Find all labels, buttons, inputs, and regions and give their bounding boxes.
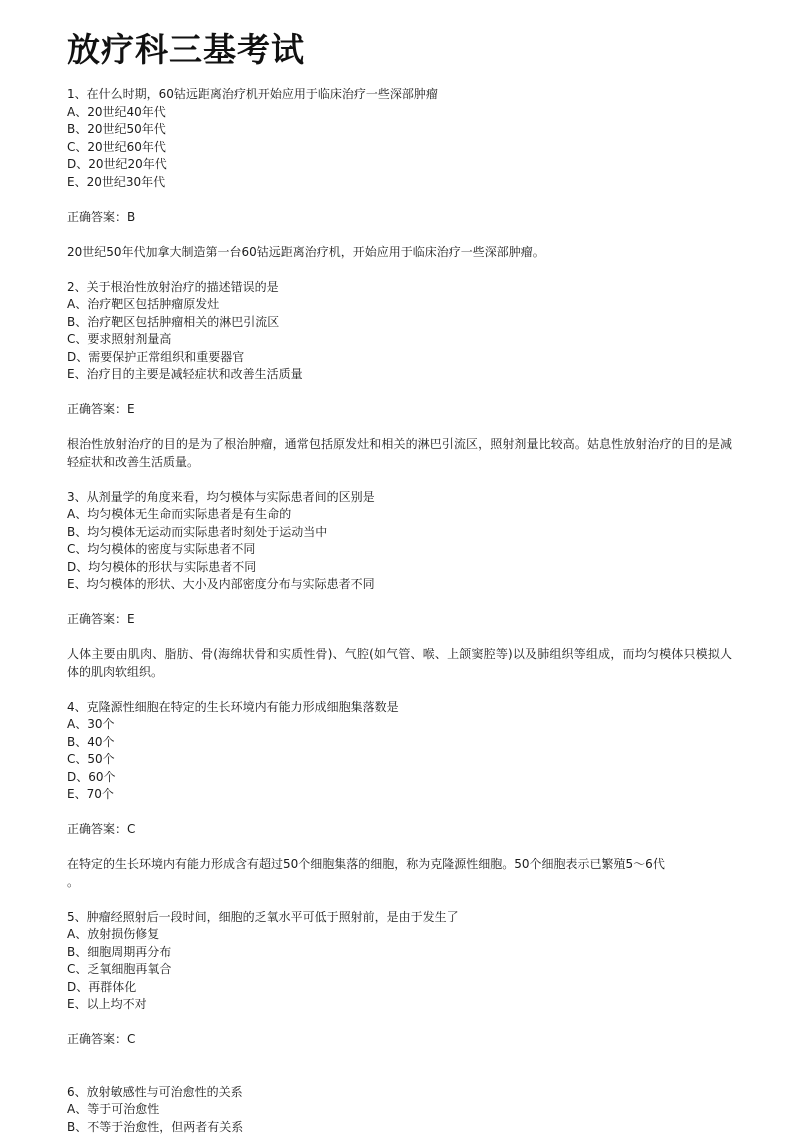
option-b: B、细胞周期再分布	[67, 944, 732, 962]
option-c: C、20世纪60年代	[67, 139, 732, 157]
page-title: 放疗科三基考试	[67, 28, 732, 72]
explanation-continued: 。	[67, 874, 732, 892]
correct-answer: 正确答案：E	[67, 401, 732, 419]
option-e: E、治疗目的主要是减轻症状和改善生活质量	[67, 366, 732, 384]
option-b: B、20世纪50年代	[67, 121, 732, 139]
option-d: D、均匀模体的形状与实际患者不同	[67, 559, 732, 577]
question-stem: 3、从剂量学的角度来看，均匀模体与实际患者间的区别是	[67, 489, 732, 507]
question-1	[67, 86, 732, 279]
question-stem: 5、肿瘤经照射后一段时间，细胞的乏氧水平可低于照射前，是由于发生了	[67, 909, 732, 927]
option-e: E、以上均不对	[67, 996, 732, 1014]
explanation: 根治性放射治疗的目的是为了根治肿瘤，通常包括原发灶和相关的淋巴引流区，照射剂量比较高。姑息性放射治疗的目的是减轻症状和改善生活质量。	[67, 436, 732, 471]
option-a: A、均匀模体无生命而实际患者是有生命的	[67, 506, 732, 524]
correct-answer: 正确答案：C	[67, 821, 732, 839]
question-stem: 1、在什么时期，60钴远距离治疗机开始应用于临床治疗一些深部肿瘤	[67, 86, 732, 104]
option-c: C、要求照射剂量高	[67, 331, 732, 349]
question-2	[67, 279, 732, 489]
question-stem: 4、克隆源性细胞在特定的生长环境内有能力形成细胞集落数是	[67, 699, 732, 717]
document-page	[67, 28, 732, 1136]
option-a: A、放射损伤修复	[67, 926, 732, 944]
option-a: A、等于可治愈性	[67, 1101, 732, 1119]
question-6	[67, 1084, 732, 1136]
question-5	[67, 909, 732, 1084]
option-c: C、50个	[67, 751, 732, 769]
option-e: E、均匀模体的形状、大小及内部密度分布与实际患者不同	[67, 576, 732, 594]
option-b: B、40个	[67, 734, 732, 752]
option-e: E、20世纪30年代	[67, 174, 732, 192]
option-d: D、20世纪20年代	[67, 156, 732, 174]
option-d: D、60个	[67, 769, 732, 787]
option-d: D、再群体化	[67, 979, 732, 997]
explanation: 人体主要由肌肉、脂肪、骨(海绵状骨和实质性骨)、气腔(如气管、喉、上颌窦腔等)以及肺组织等组成，而均匀模体只模拟人体的肌肉软组织。	[67, 646, 732, 681]
correct-answer: 正确答案：E	[67, 611, 732, 629]
option-a: A、治疗靶区包括肿瘤原发灶	[67, 296, 732, 314]
question-4	[67, 699, 732, 909]
option-b: B、均匀模体无运动而实际患者时刻处于运动当中	[67, 524, 732, 542]
question-3	[67, 489, 732, 699]
option-c: C、均匀模体的密度与实际患者不同	[67, 541, 732, 559]
question-stem: 2、关于根治性放射治疗的描述错误的是	[67, 279, 732, 297]
option-d: D、需要保护正常组织和重要器官	[67, 349, 732, 367]
question-stem: 6、放射敏感性与可治愈性的关系	[67, 1084, 732, 1102]
correct-answer: 正确答案：B	[67, 209, 732, 227]
option-c: C、乏氧细胞再氧合	[67, 961, 732, 979]
option-e: E、70个	[67, 786, 732, 804]
option-a: A、20世纪40年代	[67, 104, 732, 122]
option-b: B、不等于治愈性，但两者有关系	[67, 1119, 732, 1136]
correct-answer: 正确答案：C	[67, 1031, 732, 1049]
explanation: 20世纪50年代加拿大制造第一台60钴远距离治疗机，开始应用于临床治疗一些深部肿瘤。	[67, 244, 732, 262]
option-b: B、治疗靶区包括肿瘤相关的淋巴引流区	[67, 314, 732, 332]
explanation: 在特定的生长环境内有能力形成含有超过50个细胞集落的细胞，称为克隆源性细胞。50个细胞表示已繁殖5～6代	[67, 856, 732, 874]
option-a: A、30个	[67, 716, 732, 734]
